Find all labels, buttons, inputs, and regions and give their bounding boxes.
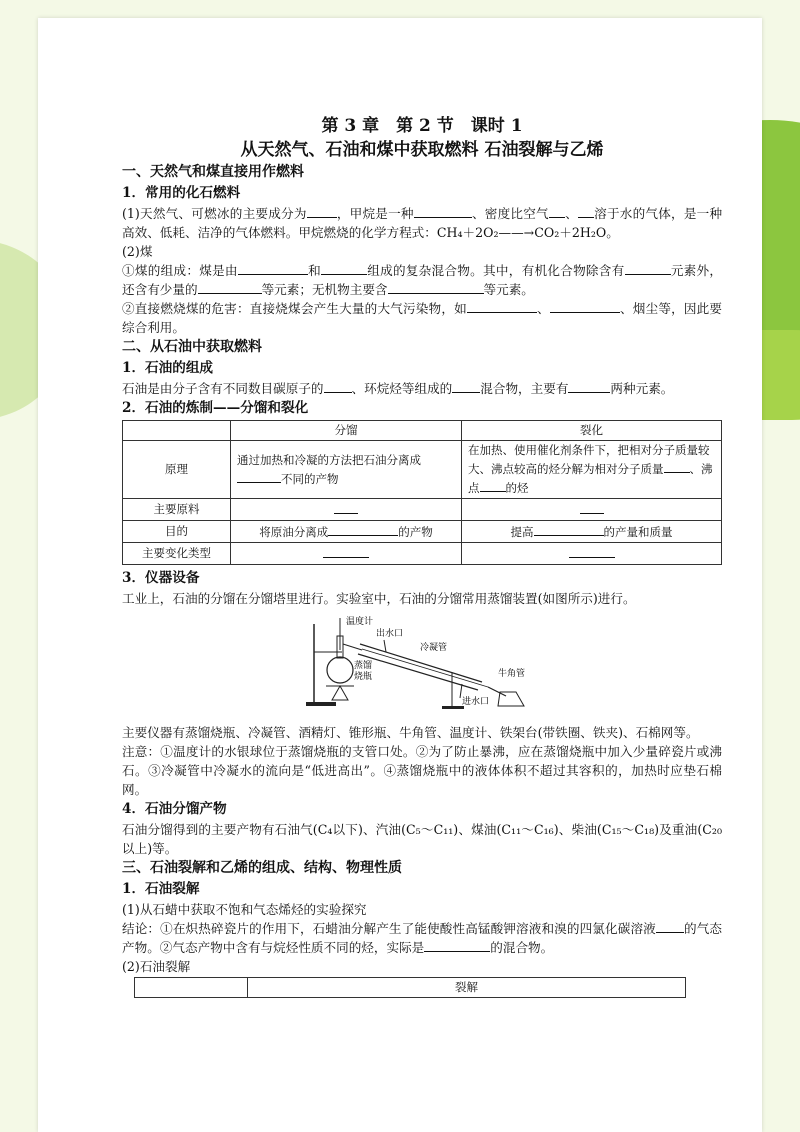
text: 两种元素。 (610, 381, 674, 396)
table-cell (462, 441, 722, 499)
paragraph: (2)石油裂解 (122, 959, 191, 974)
text: 的产量和质量 (603, 525, 673, 539)
table-cell: 目的 (123, 521, 231, 543)
table-cell (135, 978, 248, 998)
table-cell (123, 421, 231, 441)
answer-blank[interactable] (452, 379, 480, 393)
paragraph: (2)煤 (122, 244, 153, 259)
text: 的混合物。 (490, 940, 554, 955)
text: 元素外，还含有少量的 (122, 263, 723, 297)
table-cell: 主要变化类型 (123, 543, 231, 565)
table-cell: 主要原料 (123, 499, 231, 521)
paragraph: 石油分馏得到的主要产物有石油气(C₄以下)、汽油(C₅～C₁₁)、煤油(C₁₁～C₁₆)、柴油(C₁₅～C₁₈)及重油(C₂₀以上)等。 (122, 822, 722, 856)
answer-blank[interactable] (424, 938, 490, 952)
answer-blank[interactable] (238, 261, 308, 275)
answer-blank[interactable] (198, 280, 262, 294)
text: 等元素。 (483, 282, 534, 297)
label-water-outlet: 出水口 (376, 629, 404, 639)
condenser-inner (362, 649, 488, 687)
answer-blank[interactable] (549, 204, 565, 218)
text: 和 (307, 263, 321, 278)
paragraph: 主要仪器有蒸馏烧瓶、冷凝管、酒精灯、锥形瓶、牛角管、温度计、铁架台(带铁圈、铁夹)、石棉网等。 (122, 725, 699, 740)
subsection-heading: 1．石油的组成 (122, 360, 214, 376)
table-cell: 原理 (123, 441, 231, 499)
refining-table (122, 420, 722, 565)
text: 石油是由分子含有不同数目碳原子的 (122, 381, 324, 396)
answer-blank[interactable] (388, 280, 484, 294)
table-header: 分馏 (231, 421, 462, 441)
table-cell (231, 543, 462, 565)
label-adapter: 牛角管 (498, 669, 526, 679)
table-cell (462, 543, 722, 565)
table-row (123, 499, 722, 521)
table-cell (231, 521, 462, 543)
table-header: 裂解 (248, 978, 686, 998)
text: 、 (564, 206, 578, 221)
table-row (135, 978, 686, 998)
paragraph: 注意：①温度计的水银球位于蒸馏烧瓶的支管口处。②为了防止暴沸，应在蒸馏烧瓶中加入少量碎瓷片或沸石。③冷凝管中冷凝水的流向是“低进高出”。④蒸馏烧瓶中的液体体积不超过其容积的，加热时应垫石棉网。 (122, 744, 722, 797)
text: (1)天然气、可燃冰的主要成分为 (122, 206, 307, 221)
table-cell (462, 521, 722, 543)
water-outlet-pipe (384, 640, 386, 652)
table-row (123, 421, 722, 441)
table-row (123, 543, 722, 565)
text: 混合物，主要有 (480, 381, 569, 396)
answer-blank[interactable] (578, 204, 594, 218)
answer-blank[interactable] (467, 299, 537, 313)
subsection-heading: 1．石油裂解 (122, 881, 200, 897)
paragraph: (1)从石蜡中获取不饱和气态烯烃的实验探究 (122, 902, 367, 917)
text: 的产物 (398, 525, 433, 539)
label-water-inlet: 进水口 (462, 697, 490, 707)
alcohol-lamp (332, 686, 348, 700)
answer-blank[interactable] (321, 261, 367, 275)
text: 将原油分离成 (259, 525, 329, 539)
distillation-apparatus-drawing (302, 612, 542, 712)
answer-blank[interactable] (323, 544, 369, 558)
subsection-heading: 1．常用的化石燃料 (122, 185, 241, 201)
text: 溶于水的气体，是一种高效、低耗、洁净的气体燃料。甲烷燃烧的化学方程式：CH₄＋2O₂——→CO₂＋2H₂O。 (122, 206, 723, 240)
distillation-diagram (122, 612, 722, 717)
answer-blank[interactable] (328, 522, 398, 536)
answer-blank[interactable] (568, 379, 610, 393)
text: 、密度比空气 (471, 206, 549, 221)
stand-base (306, 702, 336, 706)
label-condenser: 冷凝管 (420, 643, 448, 653)
worksheet-page (38, 18, 762, 1132)
text: ①煤的组成：煤是由 (122, 263, 238, 278)
text: ②直接燃烧煤的危害：直接烧煤会产生大量的大气污染物，如 (122, 301, 467, 316)
label-thermometer: 温度计 (346, 617, 374, 627)
text: 通过加热和冷凝的方法把石油分离成 (237, 452, 421, 467)
answer-blank[interactable] (237, 469, 281, 483)
worksheet-content (122, 76, 722, 1001)
answer-blank[interactable] (307, 204, 337, 218)
answer-blank[interactable] (664, 459, 690, 473)
side-arm (343, 644, 362, 650)
stand-base (442, 706, 464, 709)
label-flask-2: 烧瓶 (354, 672, 373, 682)
text: 组成的复杂混合物。其中，有机化合物除含有 (366, 263, 625, 278)
table-row (123, 521, 722, 543)
paragraph: 工业上，石油的分馏在分馏塔里进行。实验室中，石油的分馏常用蒸馏装置(如图所示)进行。 (122, 591, 636, 606)
title-main: 从天然气、石油和煤中获取燃料 石油裂解与乙烯 (240, 140, 604, 160)
subsection-heading: 4．石油分馏产物 (122, 801, 227, 817)
section-heading: 三、石油裂解和乙烯的组成、结构、物理性质 (122, 860, 402, 876)
text: 提高 (510, 525, 534, 539)
title-chapter: 第 3 章 第 2 节 课时 1 (321, 116, 523, 136)
water-inlet-pipe (460, 684, 462, 698)
answer-blank[interactable] (569, 544, 615, 558)
text: 、沸点 (468, 462, 713, 495)
text: 不同的产物 (281, 471, 339, 486)
section-heading: 一、天然气和煤直接用作燃料 (122, 164, 304, 180)
table-header: 裂化 (462, 421, 722, 441)
distilling-flask (327, 657, 353, 683)
text: ，甲烷是一种 (336, 206, 414, 221)
text: 结论：①在炽热碎瓷片的作用下，石蜡油分解产生了能使酸性高锰酸钾溶液和溴的四氯化碳溶液 (122, 921, 656, 936)
text: 的气态产物。②气态产物中含有与烷烃性质不同的烃，实际是 (122, 921, 723, 955)
paragraph (122, 919, 722, 957)
subsection-heading: 2．石油的炼制——分馏和裂化 (122, 400, 309, 416)
text: 、 (536, 301, 550, 316)
table-cell (231, 499, 462, 521)
answer-blank[interactable] (414, 204, 472, 218)
label-flask-1: 蒸馏 (354, 661, 373, 671)
paragraph (122, 204, 722, 242)
subsection-heading: 3．仪器设备 (122, 570, 200, 586)
table-cell (231, 441, 462, 499)
text: 、环烷烃等组成的 (351, 381, 453, 396)
answer-blank[interactable] (534, 522, 604, 536)
condenser-outer (358, 654, 478, 690)
cracking-table (134, 977, 686, 998)
section-heading: 二、从石油中获取燃料 (122, 339, 262, 355)
answer-blank[interactable] (324, 379, 352, 393)
answer-blank[interactable] (625, 261, 671, 275)
paragraph (122, 299, 722, 337)
answer-blank[interactable] (656, 919, 684, 933)
text: 在加热、使用催化剂条件下，把相对分子质量较大、沸点较高的烃分解为相对分子质量 (468, 443, 710, 476)
table-row (123, 441, 722, 499)
answer-blank[interactable] (334, 500, 358, 514)
text: 、烟尘等，因此要综合利用。 (122, 301, 723, 335)
answer-blank[interactable] (550, 299, 620, 313)
text: 等元素；无机物主要含 (261, 282, 388, 297)
paragraph (122, 379, 722, 398)
answer-blank[interactable] (480, 478, 506, 492)
text: 的烃 (505, 481, 529, 495)
answer-blank[interactable] (580, 500, 604, 514)
paragraph (122, 261, 722, 299)
table-cell (462, 499, 722, 521)
